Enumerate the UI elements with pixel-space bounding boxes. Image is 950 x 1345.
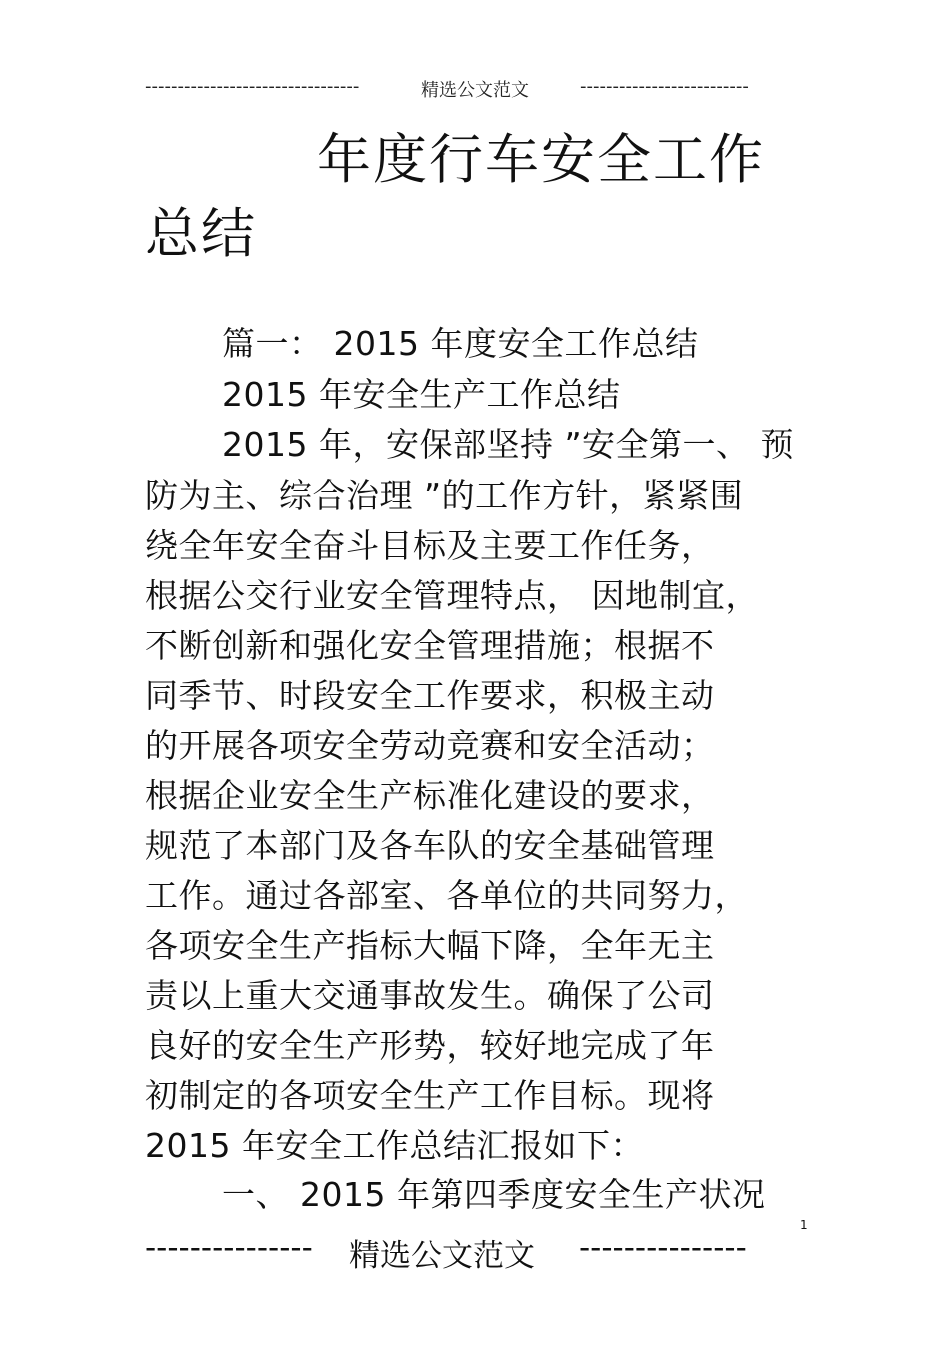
body-line: 责以上重大交通事故发生。确保了公司 [145, 976, 715, 1015]
body-line: 各项安全生产指标大幅下降，全年无主 [145, 926, 715, 965]
page-number: 1 [800, 1218, 808, 1232]
footer-dashes-right: --------------- [579, 1230, 747, 1266]
body-line: 篇一： 2015 年度安全工作总结 [222, 324, 699, 363]
header-text: 精选公文范文 [421, 80, 529, 101]
body-line: 不断创新和强化安全管理措施；根据不 [145, 626, 715, 665]
page-header [145, 76, 775, 106]
footer-text: 精选公文范文 [349, 1238, 535, 1274]
footer-dashes-left: --------------- [145, 1230, 313, 1266]
body-line: 工作。通过各部室、各单位的共同努力， [145, 876, 748, 915]
body-line: 规范了本部门及各车队的安全基础管理 [145, 826, 715, 865]
body-line: 同季节、时段安全工作要求，积极主动 [145, 676, 715, 715]
header-dashes-right: -------------------------- [580, 76, 749, 97]
header-dashes-left: --------------------------------- [145, 76, 360, 97]
body-line: 良好的安全生产形势，较好地完成了年 [145, 1026, 715, 1065]
body-line: 根据公交行业安全管理特点， 因地制宜， [145, 576, 759, 615]
body-line: 2015 年，安保部坚持 ”安全第一、 预 [222, 425, 795, 464]
body-line: 绕全年安全奋斗目标及主要工作任务， [145, 526, 715, 565]
body-line: 防为主、综合治理 ”的工作方针，紧紧围 [145, 476, 744, 515]
body-line: 2015 年安全生产工作总结 [222, 375, 621, 414]
body-line: 一、 2015 年第四季度安全生产状况 [222, 1175, 766, 1214]
document-title-line-1: 年度行车安全工作 [317, 128, 765, 191]
page-footer [145, 1230, 775, 1274]
body-line: 2015 年安全工作总结汇报如下： [145, 1126, 644, 1165]
body-line: 的开展各项安全劳动竞赛和安全活动； [145, 726, 715, 765]
document-title-line-2: 总结 [145, 202, 257, 265]
body-line: 初制定的各项安全生产工作目标。现将 [145, 1076, 715, 1115]
body-line: 根据企业安全生产标准化建设的要求， [145, 776, 715, 815]
